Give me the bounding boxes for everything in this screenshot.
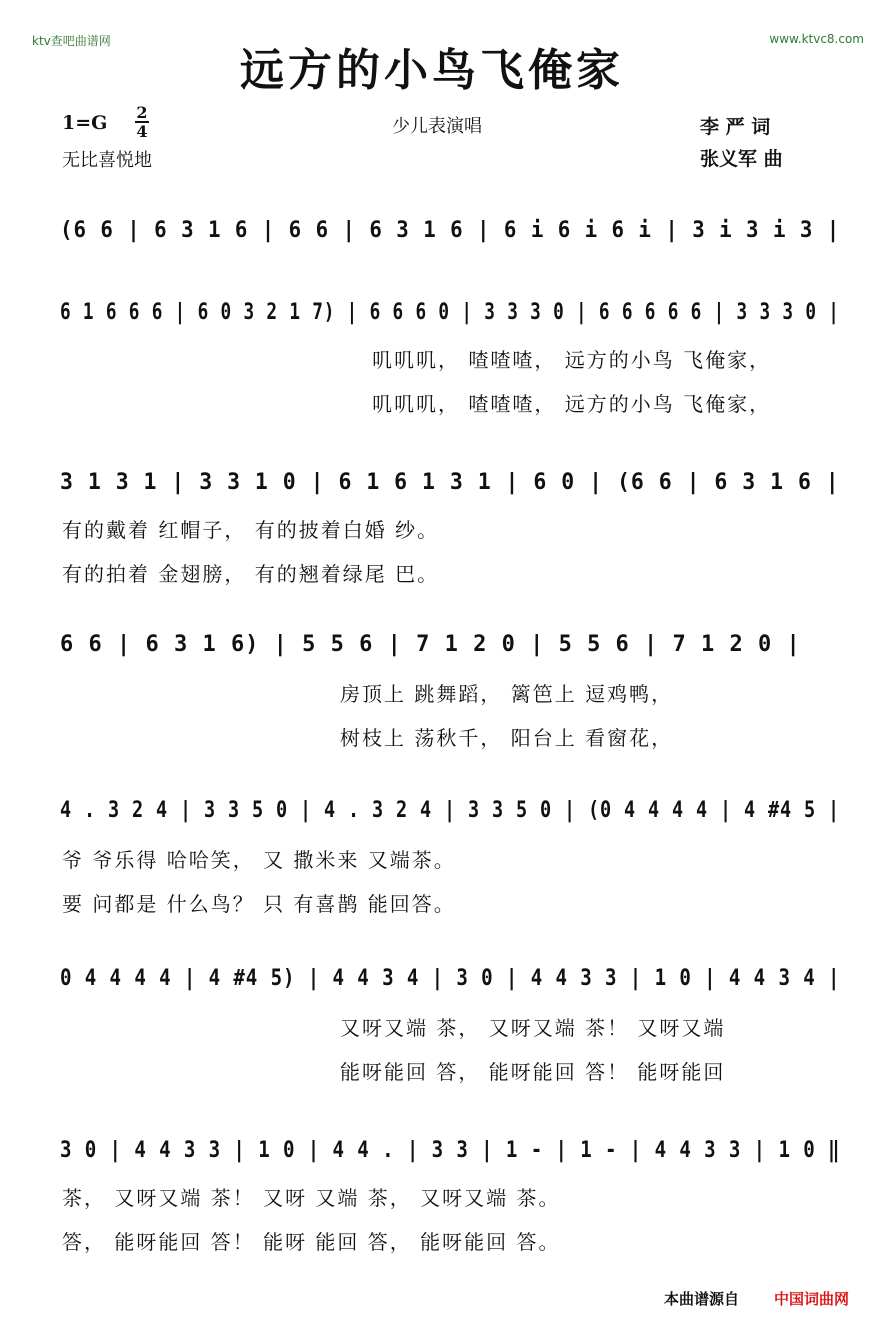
lyrics-line-2-verse-2: 叽叽叽， 喳喳喳， 远方的小鸟 飞俺家，: [372, 392, 772, 416]
watermark-left: ktv查吧曲谱网: [32, 34, 111, 48]
lyrics-line-3-verse-2: 有的拍着 金翅膀， 有的翘着绿尾 巴。: [62, 562, 440, 586]
tempo-marking: 无比喜悦地: [62, 150, 152, 171]
song-title: 远方的小鸟飞俺家: [240, 45, 624, 96]
score-line-3: [60, 462, 840, 512]
notes-line-1: (6 6 | 6 3 1 6 | 6 6 | 6 3 1 6 | 6 i 6 i 6 i | 3 i 3 i 3 |: [60, 218, 841, 243]
score-line-1: [60, 210, 840, 260]
notes-line-2: 6 1 6 6 6 | 6 0 3 2 1 7) | 6 6 6 0 | 3 3 3 0 | 6 6 6 6 6 | 3 3 3 0 |: [60, 300, 840, 325]
lyrics-line-2-verse-1: 叽叽叽， 喳喳喳， 远方的小鸟 飞俺家，: [372, 348, 772, 372]
time-signature: 2 4: [136, 103, 148, 141]
notes-line-4: 6 6 | 6 3 1 6) | 5 5 6 | 7 1 2 0 | 5 5 6 | 7 1 2 0 |: [60, 632, 801, 657]
lyrics-line-7-verse-1: 茶， 又呀又端 茶！ 又呀 又端 茶， 又呀又端 茶。: [62, 1186, 561, 1210]
score-line-2: [60, 292, 840, 342]
watermark-right: www.ktvc8.com: [769, 32, 864, 46]
footer-label: 本曲谱源自: [664, 1290, 740, 1308]
score-line-6: [60, 958, 840, 1008]
key-signature: 1=G: [62, 112, 108, 134]
score-line-5: [60, 790, 840, 840]
lyrics-line-4-verse-2: 树枝上 荡秋千， 阳台上 看窗花，: [340, 726, 674, 750]
lyrics-line-7-verse-2: 答， 能呀能回 答！ 能呀 能回 答， 能呀能回 答。: [62, 1230, 561, 1254]
left-margin-watermark: [0, 0, 14, 1335]
lyrics-line-6-verse-2: 能呀能回 答， 能呀能回 答！ 能呀能回: [340, 1060, 726, 1084]
notes-line-6: 0 4 4 4 4 | 4 #4 5) | 4 4 3 4 | 3 0 | 4 4 3 3 | 1 0 | 4 4 3 4 |: [60, 966, 841, 991]
notes-line-5: 4 . 3 2 4 | 3 3 5 0 | 4 . 3 2 4 | 3 3 5 0 | (0 4 4 4 4 | 4 #4 5 |: [60, 798, 840, 823]
right-margin-watermark: [882, 0, 896, 1335]
performer-note: 少儿表演唱: [392, 116, 482, 137]
lyrics-line-5-verse-2: 要 问都是 什么鸟？ 只 有喜鹊 能回答。: [62, 892, 456, 916]
lyricist-credit: 李 严 词: [700, 116, 771, 138]
notes-line-3: 3 1 3 1 | 3 3 1 0 | 6 1 6 1 3 1 | 6 0 | (6 6 | 6 3 1 6 |: [60, 470, 840, 495]
notes-line-7: 3 0 | 4 4 3 3 | 1 0 | 4 4 . | 3 3 | 1 - | 1 - | 4 4 3 3 | 1 0 ‖: [60, 1138, 841, 1163]
footer-source: 中国词曲网: [774, 1290, 850, 1308]
score-line-4: [60, 624, 840, 674]
lyrics-line-6-verse-1: 又呀又端 茶， 又呀又端 茶！ 又呀又端: [340, 1016, 726, 1040]
lyrics-line-3-verse-1: 有的戴着 红帽子， 有的披着白婚 纱。: [62, 518, 440, 542]
lyrics-line-4-verse-1: 房顶上 跳舞蹈， 篱笆上 逗鸡鸭，: [340, 682, 674, 706]
score-line-7: [60, 1130, 840, 1180]
composer-credit: 张义军 曲: [700, 148, 783, 170]
lyrics-line-5-verse-1: 爷 爷乐得 哈哈笑， 又 撒米来 又端茶。: [62, 848, 456, 872]
